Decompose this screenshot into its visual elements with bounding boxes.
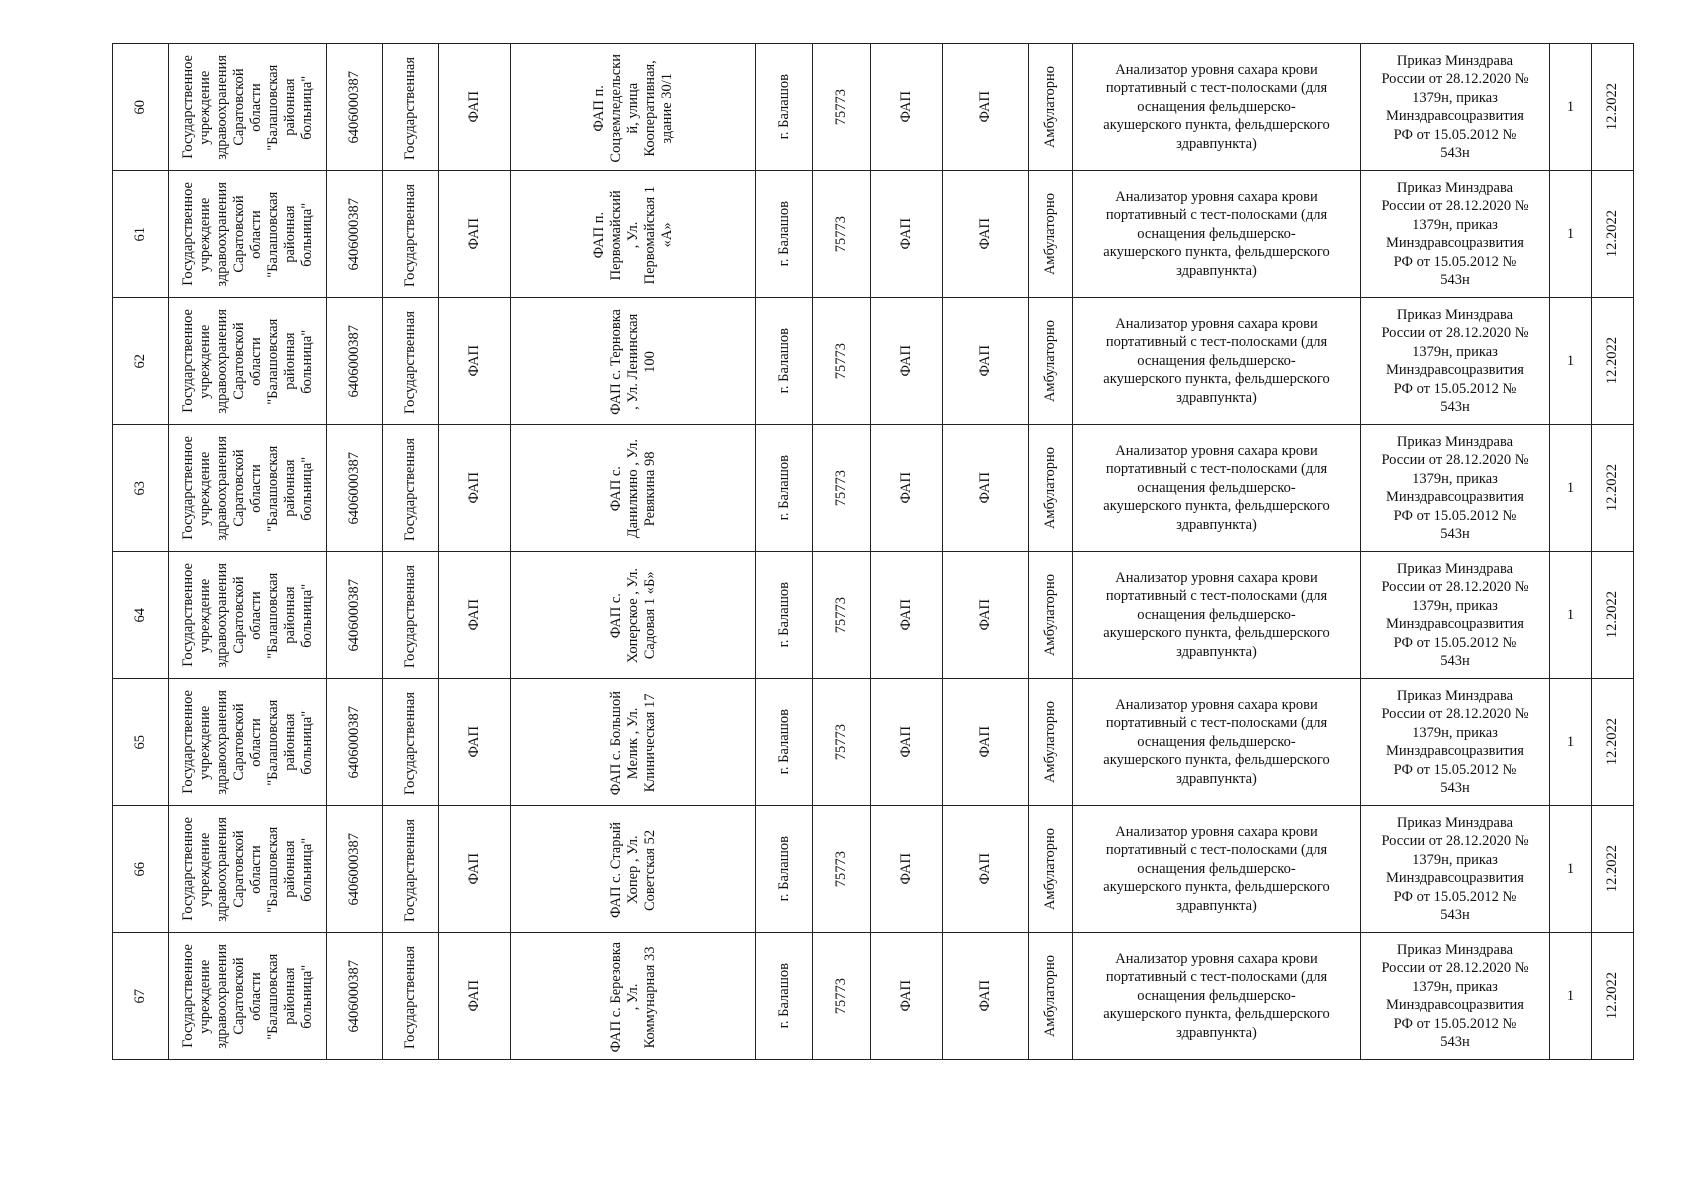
quantity-cell-text: 1 — [1566, 352, 1575, 369]
organization-name-text: Государственное учреждение здравоохранения Саратовской области "Балашовская районная больница" — [179, 562, 315, 668]
date-cell-text: 12.2022 — [1604, 83, 1620, 131]
date-cell — [1592, 425, 1634, 552]
legal-basis-cell-text: Приказ Минздрава России от 28.12.2020 № 1379н, приказ Минздравсоцразвития РФ от 15.05.2012 № 543н — [1381, 52, 1529, 161]
quantity-cell — [1550, 171, 1592, 298]
address-cell-text: ФАП с. Березовка , Ул. Коммунарная 33 — [607, 941, 658, 1053]
organization-name — [169, 933, 327, 1060]
subunit-cell — [943, 552, 1029, 679]
quantity-cell — [1550, 806, 1592, 933]
subunit-cell-text: ФАП — [977, 853, 993, 885]
facility-type-cell-text: ФАП — [466, 853, 482, 885]
city-cell — [756, 298, 813, 425]
facility-type-cell — [439, 806, 511, 933]
subunit-cell-text: ФАП — [977, 726, 993, 758]
equipment-cell-text: Анализатор уровня сахара крови портативный с тест-полосками (для оснащения фельдшерско- акушерского пункта, фельдшерского здравпункта) — [1103, 569, 1330, 660]
organization-name — [169, 171, 327, 298]
address-cell — [511, 679, 756, 806]
equipment-cell — [1073, 171, 1361, 298]
legal-basis-cell-text: Приказ Минздрава России от 28.12.2020 № 1379н, приказ Минздравсоцразвития РФ от 15.05.2012 № 543н — [1381, 179, 1529, 288]
care-type-cell — [1029, 552, 1073, 679]
city-cell — [756, 806, 813, 933]
care-type-cell — [1029, 44, 1073, 171]
row-number-text: 62 — [132, 353, 148, 369]
organization-name — [169, 298, 327, 425]
city-cell-text: г. Балашов — [775, 74, 792, 140]
equipment-table — [112, 43, 1634, 1060]
date-cell-text: 12.2022 — [1604, 591, 1620, 639]
facility-type-cell-text: ФАП — [466, 599, 482, 631]
equipment-cell — [1073, 933, 1361, 1060]
care-type-cell-text: Амбулаторно — [1042, 827, 1058, 911]
inn-cell — [327, 806, 383, 933]
care-type-cell-text: Амбулаторно — [1042, 192, 1058, 276]
legal-basis-cell — [1361, 425, 1550, 552]
equipment-cell-text: Анализатор уровня сахара крови портативный с тест-полосками (для оснащения фельдшерско- акушерского пункта, фельдшерского здравпункта) — [1103, 950, 1330, 1041]
city-cell-text: г. Балашов — [775, 963, 792, 1029]
equipment-cell — [1073, 425, 1361, 552]
city-cell — [756, 552, 813, 679]
organization-name-text: Государственное учреждение здравоохранения Саратовской области "Балашовская районная больница" — [179, 943, 315, 1049]
care-type-cell — [1029, 171, 1073, 298]
subunit-cell-text: ФАП — [977, 599, 993, 631]
facility-type-cell — [439, 298, 511, 425]
table-row — [113, 425, 1634, 552]
unit-cell-text: ФАП — [898, 980, 914, 1012]
organization-name-text: Государственное учреждение здравоохранения Саратовской области "Балашовская районная больница" — [179, 816, 315, 922]
care-type-cell-text: Амбулаторно — [1042, 65, 1058, 149]
code-cell — [813, 44, 871, 171]
equipment-cell-text: Анализатор уровня сахара крови портативный с тест-полосками (для оснащения фельдшерско- акушерского пункта, фельдшерского здравпункта) — [1103, 61, 1330, 152]
care-type-cell-text: Амбулаторно — [1042, 700, 1058, 784]
code-cell — [813, 425, 871, 552]
city-cell-text: г. Балашов — [775, 455, 792, 521]
table-row — [113, 171, 1634, 298]
row-number — [113, 298, 169, 425]
unit-cell — [871, 552, 943, 679]
address-cell — [511, 806, 756, 933]
subunit-cell — [943, 425, 1029, 552]
unit-cell-text: ФАП — [898, 218, 914, 250]
quantity-cell — [1550, 425, 1592, 552]
ownership-cell — [383, 44, 439, 171]
equipment-cell-text: Анализатор уровня сахара крови портативный с тест-полосками (для оснащения фельдшерско- акушерского пункта, фельдшерского здравпункта) — [1103, 442, 1330, 533]
inn-cell-text: 6406000387 — [346, 705, 362, 779]
table-row — [113, 679, 1634, 806]
code-cell — [813, 552, 871, 679]
quantity-cell — [1550, 679, 1592, 806]
facility-type-cell-text: ФАП — [466, 980, 482, 1012]
quantity-cell — [1550, 933, 1592, 1060]
city-cell — [756, 171, 813, 298]
ownership-cell-text: Государственная — [402, 818, 418, 922]
unit-cell — [871, 679, 943, 806]
address-cell-text: ФАП с. Большой Мелик , Ул. Клиническая 17 — [607, 690, 658, 796]
facility-type-cell — [439, 425, 511, 552]
row-number — [113, 44, 169, 171]
organization-name-text: Государственное учреждение здравоохранения Саратовской области "Балашовская районная больница" — [179, 689, 315, 795]
city-cell — [756, 933, 813, 1060]
ownership-cell-text: Государственная — [402, 564, 418, 668]
date-cell-text: 12.2022 — [1604, 718, 1620, 766]
legal-basis-cell-text: Приказ Минздрава России от 28.12.2020 № 1379н, приказ Минздравсоцразвития РФ от 15.05.2012 № 543н — [1381, 433, 1529, 542]
quantity-cell — [1550, 552, 1592, 679]
code-cell-text: 75773 — [833, 88, 849, 126]
ownership-cell — [383, 171, 439, 298]
ownership-cell-text: Государственная — [402, 183, 418, 287]
facility-type-cell-text: ФАП — [466, 726, 482, 758]
address-cell-text: ФАП с. Данилкино , Ул. Ревякина 98 — [607, 439, 658, 539]
code-cell-text: 75773 — [833, 342, 849, 380]
unit-cell-text: ФАП — [898, 726, 914, 758]
facility-type-cell — [439, 933, 511, 1060]
code-cell-text: 75773 — [833, 723, 849, 761]
unit-cell — [871, 44, 943, 171]
city-cell-text: г. Балашов — [775, 709, 792, 775]
legal-basis-cell — [1361, 44, 1550, 171]
unit-cell-text: ФАП — [898, 472, 914, 504]
subunit-cell — [943, 679, 1029, 806]
date-cell-text: 12.2022 — [1604, 337, 1620, 385]
address-cell — [511, 425, 756, 552]
row-number-text: 67 — [132, 988, 148, 1004]
row-number-text: 66 — [132, 861, 148, 877]
city-cell-text: г. Балашов — [775, 836, 792, 902]
row-number-text: 60 — [132, 99, 148, 115]
equipment-cell — [1073, 806, 1361, 933]
quantity-cell-text: 1 — [1566, 860, 1575, 877]
row-number-text: 61 — [132, 226, 148, 242]
inn-cell-text: 6406000387 — [346, 324, 362, 398]
table-body — [113, 44, 1634, 1060]
legal-basis-cell — [1361, 298, 1550, 425]
date-cell — [1592, 933, 1634, 1060]
date-cell — [1592, 679, 1634, 806]
unit-cell-text: ФАП — [898, 345, 914, 377]
care-type-cell-text: Амбулаторно — [1042, 319, 1058, 403]
organization-name — [169, 806, 327, 933]
organization-name-text: Государственное учреждение здравоохранения Саратовской области "Балашовская районная больница" — [179, 308, 315, 414]
care-type-cell — [1029, 298, 1073, 425]
facility-type-cell-text: ФАП — [466, 472, 482, 504]
subunit-cell — [943, 298, 1029, 425]
city-cell — [756, 425, 813, 552]
address-cell — [511, 44, 756, 171]
table-row — [113, 44, 1634, 171]
quantity-cell-text: 1 — [1566, 987, 1575, 1004]
facility-type-cell-text: ФАП — [466, 345, 482, 377]
address-cell — [511, 933, 756, 1060]
ownership-cell — [383, 806, 439, 933]
code-cell — [813, 933, 871, 1060]
subunit-cell — [943, 933, 1029, 1060]
inn-cell-text: 6406000387 — [346, 959, 362, 1033]
legal-basis-cell — [1361, 171, 1550, 298]
inn-cell-text: 6406000387 — [346, 451, 362, 525]
row-number — [113, 679, 169, 806]
equipment-cell-text: Анализатор уровня сахара крови портативный с тест-полосками (для оснащения фельдшерско- акушерского пункта, фельдшерского здравпункта) — [1103, 315, 1330, 406]
legal-basis-cell — [1361, 933, 1550, 1060]
city-cell — [756, 679, 813, 806]
care-type-cell — [1029, 425, 1073, 552]
subunit-cell — [943, 171, 1029, 298]
code-cell-text: 75773 — [833, 215, 849, 253]
organization-name-text: Государственное учреждение здравоохранения Саратовской области "Балашовская районная больница" — [179, 181, 315, 287]
code-cell-text: 75773 — [833, 596, 849, 634]
ownership-cell-text: Государственная — [402, 691, 418, 795]
inn-cell-text: 6406000387 — [346, 70, 362, 144]
equipment-cell-text: Анализатор уровня сахара крови портативный с тест-полосками (для оснащения фельдшерско- акушерского пункта, фельдшерского здравпункта) — [1103, 188, 1330, 279]
facility-type-cell-text: ФАП — [466, 91, 482, 123]
inn-cell-text: 6406000387 — [346, 197, 362, 271]
address-cell — [511, 552, 756, 679]
unit-cell-text: ФАП — [898, 91, 914, 123]
facility-type-cell — [439, 44, 511, 171]
subunit-cell-text: ФАП — [977, 472, 993, 504]
address-cell-text: ФАП п. Первомайский , Ул. Первомайская 1 «А» — [590, 185, 675, 285]
organization-name — [169, 425, 327, 552]
ownership-cell — [383, 425, 439, 552]
unit-cell-text: ФАП — [898, 599, 914, 631]
care-type-cell-text: Амбулаторно — [1042, 573, 1058, 657]
facility-type-cell-text: ФАП — [466, 218, 482, 250]
care-type-cell-text: Амбулаторно — [1042, 446, 1058, 530]
city-cell-text: г. Балашов — [775, 582, 792, 648]
legal-basis-cell-text: Приказ Минздрава России от 28.12.2020 № 1379н, приказ Минздравсоцразвития РФ от 15.05.2012 № 543н — [1381, 941, 1529, 1050]
legal-basis-cell-text: Приказ Минздрава России от 28.12.2020 № 1379н, приказ Минздравсоцразвития РФ от 15.05.2012 № 543н — [1381, 560, 1529, 669]
row-number — [113, 552, 169, 679]
date-cell — [1592, 806, 1634, 933]
subunit-cell-text: ФАП — [977, 980, 993, 1012]
address-cell — [511, 171, 756, 298]
date-cell — [1592, 44, 1634, 171]
ownership-cell — [383, 679, 439, 806]
inn-cell — [327, 933, 383, 1060]
date-cell — [1592, 298, 1634, 425]
quantity-cell — [1550, 298, 1592, 425]
row-number — [113, 171, 169, 298]
ownership-cell-text: Государственная — [402, 310, 418, 414]
table-row — [113, 298, 1634, 425]
ownership-cell-text: Государственная — [402, 437, 418, 541]
code-cell — [813, 298, 871, 425]
care-type-cell — [1029, 679, 1073, 806]
table-row — [113, 933, 1634, 1060]
equipment-cell — [1073, 298, 1361, 425]
care-type-cell — [1029, 933, 1073, 1060]
row-number — [113, 425, 169, 552]
legal-basis-cell — [1361, 806, 1550, 933]
quantity-cell-text: 1 — [1566, 225, 1575, 242]
legal-basis-cell — [1361, 679, 1550, 806]
address-cell-text: ФАП п. Соцземледельски й, улица Кооперативная, здание 30/1 — [590, 53, 675, 163]
row-number-text: 65 — [132, 734, 148, 750]
code-cell-text: 75773 — [833, 977, 849, 1015]
legal-basis-cell-text: Приказ Минздрава России от 28.12.2020 № 1379н, приказ Минздравсоцразвития РФ от 15.05.2012 № 543н — [1381, 687, 1529, 796]
date-cell-text: 12.2022 — [1604, 210, 1620, 258]
row-number-text: 64 — [132, 607, 148, 623]
row-number — [113, 933, 169, 1060]
code-cell — [813, 806, 871, 933]
organization-name — [169, 679, 327, 806]
ownership-cell — [383, 933, 439, 1060]
facility-type-cell — [439, 552, 511, 679]
inn-cell — [327, 171, 383, 298]
unit-cell — [871, 298, 943, 425]
subunit-cell — [943, 44, 1029, 171]
inn-cell-text: 6406000387 — [346, 578, 362, 652]
city-cell — [756, 44, 813, 171]
subunit-cell-text: ФАП — [977, 91, 993, 123]
code-cell — [813, 171, 871, 298]
quantity-cell-text: 1 — [1566, 606, 1575, 623]
organization-name — [169, 44, 327, 171]
table-row — [113, 806, 1634, 933]
quantity-cell-text: 1 — [1566, 479, 1575, 496]
address-cell-text: ФАП с. Старый Хопер , Ул. Советская 52 — [607, 822, 658, 918]
date-cell — [1592, 171, 1634, 298]
ownership-cell — [383, 552, 439, 679]
unit-cell — [871, 425, 943, 552]
inn-cell — [327, 425, 383, 552]
inn-cell — [327, 552, 383, 679]
quantity-cell-text: 1 — [1566, 98, 1575, 115]
address-cell-text: ФАП с. Хоперское , Ул. Садовая 1 «Б» — [607, 568, 658, 664]
date-cell-text: 12.2022 — [1604, 972, 1620, 1020]
subunit-cell-text: ФАП — [977, 345, 993, 377]
equipment-cell — [1073, 679, 1361, 806]
legal-basis-cell — [1361, 552, 1550, 679]
inn-cell — [327, 298, 383, 425]
facility-type-cell — [439, 171, 511, 298]
care-type-cell-text: Амбулаторно — [1042, 954, 1058, 1038]
unit-cell — [871, 933, 943, 1060]
equipment-cell-text: Анализатор уровня сахара крови портативный с тест-полосками (для оснащения фельдшерско- акушерского пункта, фельдшерского здравпункта) — [1103, 823, 1330, 914]
inn-cell — [327, 679, 383, 806]
table-row — [113, 552, 1634, 679]
quantity-cell-text: 1 — [1566, 733, 1575, 750]
unit-cell — [871, 171, 943, 298]
equipment-cell — [1073, 552, 1361, 679]
address-cell-text: ФАП с. Терновка , Ул. Ленинская 100 — [607, 309, 658, 415]
date-cell — [1592, 552, 1634, 679]
quantity-cell — [1550, 44, 1592, 171]
unit-cell-text: ФАП — [898, 853, 914, 885]
organization-name — [169, 552, 327, 679]
equipment-cell — [1073, 44, 1361, 171]
organization-name-text: Государственное учреждение здравоохранения Саратовской области "Балашовская районная больница" — [179, 54, 315, 160]
ownership-cell-text: Государственная — [402, 945, 418, 1049]
legal-basis-cell-text: Приказ Минздрава России от 28.12.2020 № 1379н, приказ Минздравсоцразвития РФ от 15.05.2012 № 543н — [1381, 306, 1529, 415]
subunit-cell — [943, 806, 1029, 933]
inn-cell — [327, 44, 383, 171]
code-cell — [813, 679, 871, 806]
organization-name-text: Государственное учреждение здравоохранения Саратовской области "Балашовская районная больница" — [179, 435, 315, 541]
facility-type-cell — [439, 679, 511, 806]
ownership-cell-text: Государственная — [402, 56, 418, 160]
row-number-text: 63 — [132, 480, 148, 496]
row-number — [113, 806, 169, 933]
subunit-cell-text: ФАП — [977, 218, 993, 250]
address-cell — [511, 298, 756, 425]
date-cell-text: 12.2022 — [1604, 464, 1620, 512]
legal-basis-cell-text: Приказ Минздрава России от 28.12.2020 № 1379н, приказ Минздравсоцразвития РФ от 15.05.2012 № 543н — [1381, 814, 1529, 923]
ownership-cell — [383, 298, 439, 425]
city-cell-text: г. Балашов — [775, 201, 792, 267]
date-cell-text: 12.2022 — [1604, 845, 1620, 893]
equipment-cell-text: Анализатор уровня сахара крови портативный с тест-полосками (для оснащения фельдшерско- акушерского пункта, фельдшерского здравпункта) — [1103, 696, 1330, 787]
unit-cell — [871, 806, 943, 933]
care-type-cell — [1029, 806, 1073, 933]
city-cell-text: г. Балашов — [775, 328, 792, 394]
inn-cell-text: 6406000387 — [346, 832, 362, 906]
code-cell-text: 75773 — [833, 850, 849, 888]
code-cell-text: 75773 — [833, 469, 849, 507]
